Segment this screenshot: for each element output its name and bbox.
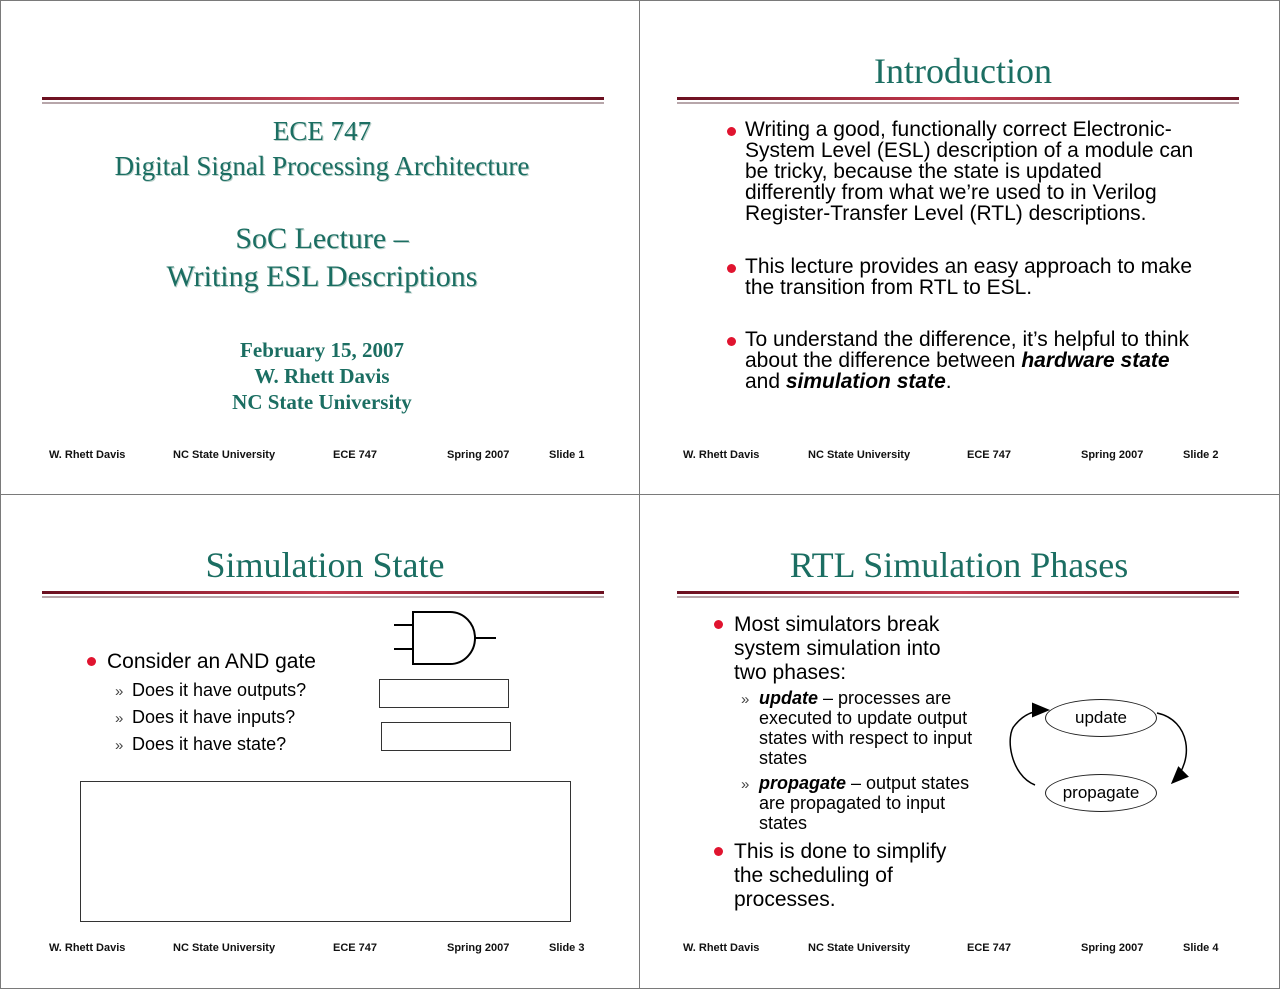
footer-author: W. Rhett Davis bbox=[49, 942, 126, 954]
bullet-dot bbox=[87, 657, 96, 666]
bullet-1 bbox=[734, 613, 941, 685]
bullet-3 bbox=[745, 329, 1189, 392]
bullet-dot bbox=[727, 127, 736, 136]
title-rule bbox=[677, 591, 1239, 598]
bullet-1-line: system simulation into bbox=[734, 637, 941, 660]
update-emphasis: update bbox=[759, 688, 819, 708]
lecture-university: NC State University bbox=[232, 390, 412, 414]
sub-bullet-marker: » bbox=[115, 710, 124, 727]
lecture-author: W. Rhett Davis bbox=[254, 364, 390, 388]
lecture-date: February 15, 2007 bbox=[240, 338, 404, 362]
footer-term: Spring 2007 bbox=[1081, 449, 1144, 461]
footer-university: NC State University bbox=[808, 942, 911, 954]
bullet-2-line: processes. bbox=[734, 888, 836, 911]
slide-title: Introduction bbox=[874, 51, 1052, 91]
bullet-2-line: This lecture provides an easy approach to make bbox=[745, 255, 1193, 278]
bullet-2-line: This is done to simplify bbox=[734, 840, 947, 863]
slide-title: Simulation State bbox=[205, 545, 445, 585]
bullet-dot bbox=[714, 620, 723, 629]
footer-term: Spring 2007 bbox=[447, 449, 510, 461]
bullet-3-line: about the difference between hardware state bbox=[745, 349, 1170, 372]
footer-slide-number: Slide 1 bbox=[549, 449, 585, 461]
sub-update-line: states bbox=[759, 748, 808, 768]
bullet-3-line: To understand the difference, it’s helpful to think bbox=[745, 328, 1190, 351]
footer-course: ECE 747 bbox=[967, 942, 1012, 954]
bullet-2 bbox=[745, 256, 1192, 298]
propagate-phase-node: propagate bbox=[1045, 774, 1157, 812]
answer-box-inputs bbox=[381, 722, 511, 751]
course-code: ECE 747 bbox=[272, 116, 372, 146]
title-rule bbox=[42, 591, 604, 598]
footer-slide-number: Slide 4 bbox=[1183, 942, 1219, 954]
bullet-1-line: two phases: bbox=[734, 661, 847, 684]
propagate-emphasis: propagate bbox=[759, 773, 847, 793]
footer-course: ECE 747 bbox=[967, 449, 1012, 461]
question-state: Does it have state? bbox=[132, 734, 287, 754]
bullet-1-line: Register-Transfer Level (RTL) descriptions. bbox=[745, 202, 1147, 225]
bullet-dot bbox=[714, 847, 723, 856]
sub-update-line: executed to update output bbox=[759, 708, 968, 728]
sub-bullet-marker: » bbox=[115, 737, 124, 754]
footer-term: Spring 2007 bbox=[447, 942, 510, 954]
bullet-2-line: the transition from RTL to ESL. bbox=[745, 276, 1033, 299]
sub-bullet-marker: » bbox=[741, 691, 750, 708]
footer-slide-number: Slide 3 bbox=[549, 942, 585, 954]
footer-author: W. Rhett Davis bbox=[49, 449, 126, 461]
bullet-1-line: System Level (ESL) description of a module can bbox=[745, 139, 1194, 162]
bullet-2-line: the scheduling of bbox=[734, 864, 893, 887]
lecture-title-line1: SoC Lecture – bbox=[235, 222, 409, 255]
lecture-title-line2: Writing ESL Descriptions bbox=[166, 260, 478, 293]
slide-4 bbox=[640, 495, 1278, 988]
bullet-dot bbox=[727, 264, 736, 273]
question-outputs: Does it have outputs? bbox=[132, 680, 307, 700]
sub-update-line: states with respect to input bbox=[759, 728, 973, 748]
bullet-1 bbox=[745, 119, 1193, 224]
footer-university: NC State University bbox=[173, 942, 276, 954]
course-name: Digital Signal Processing Architecture bbox=[114, 151, 530, 181]
bullet-1-line: be tricky, because the state is updated bbox=[745, 160, 1102, 183]
hardware-state-emphasis: hardware state bbox=[1021, 349, 1170, 372]
slide-1 bbox=[0, 0, 638, 493]
bullet-1-line: Most simulators break bbox=[734, 613, 940, 636]
sub-propagate: propagate – output states are propagated to input states bbox=[759, 773, 970, 833]
sub-propagate-line: states bbox=[759, 813, 808, 833]
sub-update: update – processes are executed to update output states with respect to input states bbox=[759, 688, 973, 768]
slide-title: RTL Simulation Phases bbox=[789, 545, 1129, 585]
title-rule bbox=[677, 97, 1239, 104]
footer-course: ECE 747 bbox=[333, 449, 378, 461]
bullet-2 bbox=[734, 840, 946, 912]
question-inputs: Does it have inputs? bbox=[132, 707, 296, 727]
sub-propagate-line: are propagated to input bbox=[759, 793, 946, 813]
notes-box bbox=[80, 781, 571, 922]
bullet-and-gate: Consider an AND gate bbox=[107, 650, 316, 673]
footer-author: W. Rhett Davis bbox=[683, 449, 760, 461]
footer-course: ECE 747 bbox=[333, 942, 378, 954]
slide-2 bbox=[640, 0, 1278, 493]
answer-box-outputs bbox=[379, 679, 509, 708]
title-rule bbox=[42, 97, 604, 104]
and-gate-icon bbox=[392, 610, 500, 666]
footer-university: NC State University bbox=[808, 449, 911, 461]
sub-bullet-marker: » bbox=[115, 683, 124, 700]
bullet-dot bbox=[727, 337, 736, 346]
slide-3 bbox=[0, 495, 638, 988]
footer-term: Spring 2007 bbox=[1081, 942, 1144, 954]
bullet-3-line: and simulation state. bbox=[745, 370, 952, 393]
footer-slide-number: Slide 2 bbox=[1183, 449, 1219, 461]
sub-bullet-marker: » bbox=[741, 776, 750, 793]
bullet-1-line: Writing a good, functionally correct Electronic- bbox=[745, 118, 1172, 141]
simulation-state-emphasis: simulation state bbox=[785, 370, 946, 393]
bullet-1-line: differently from what we’re used to in Verilog bbox=[745, 181, 1157, 204]
footer-university: NC State University bbox=[173, 449, 276, 461]
footer-author: W. Rhett Davis bbox=[683, 942, 760, 954]
update-phase-node: update bbox=[1045, 699, 1157, 737]
